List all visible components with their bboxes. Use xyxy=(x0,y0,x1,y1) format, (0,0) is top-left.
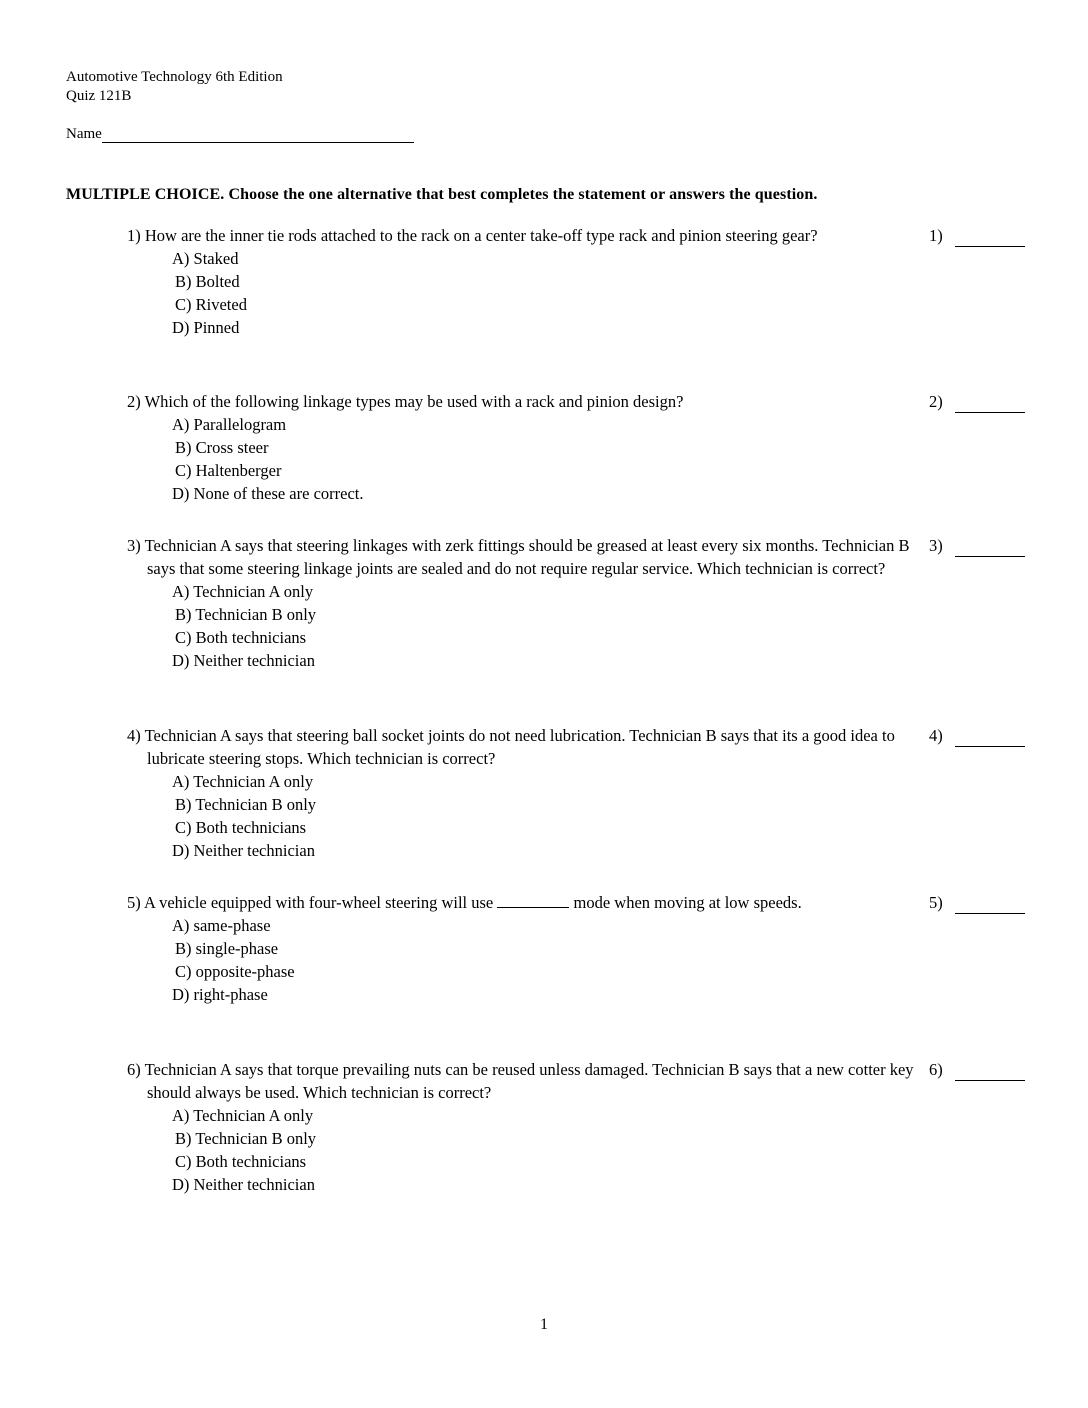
question-2 xyxy=(127,390,917,505)
choice-c: C) Both technicians xyxy=(175,628,307,647)
choice-c: C) opposite-phase xyxy=(175,962,295,981)
answer-blank[interactable] xyxy=(955,1063,1025,1081)
answer-slot-3: 3) xyxy=(929,534,1025,557)
question-stem: 5) A vehicle equipped with four-wheel steering will use mode when moving at low speeds. xyxy=(127,893,802,912)
choice-d: D) None of these are correct. xyxy=(172,484,364,503)
question-6 xyxy=(127,1058,917,1196)
answer-slot-2: 2) xyxy=(929,390,1025,413)
question-1 xyxy=(127,224,917,339)
name-label: Name xyxy=(66,126,102,142)
choice-c: C) Riveted xyxy=(175,295,247,314)
choice-list xyxy=(172,770,917,862)
name-blank-line[interactable] xyxy=(102,126,414,143)
choice-c: C) Haltenberger xyxy=(175,461,282,480)
question-5 xyxy=(127,891,917,1006)
answer-blank[interactable] xyxy=(955,539,1025,557)
choice-a: A) same-phase xyxy=(172,916,271,935)
choice-b: B) Technician B only xyxy=(175,795,317,814)
choice-list xyxy=(172,247,917,339)
choice-a: A) Technician A only xyxy=(172,772,314,791)
choice-b: B) Bolted xyxy=(175,272,240,291)
choice-list xyxy=(172,413,917,505)
answer-blank[interactable] xyxy=(955,729,1025,747)
question-stem: 2) Which of the following linkage types may be used with a rack and pinion design? xyxy=(127,392,684,411)
answer-blank[interactable] xyxy=(955,229,1025,247)
choice-b: B) single-phase xyxy=(175,939,279,958)
question-4 xyxy=(127,724,917,862)
document-title: Automotive Technology 6th Edition xyxy=(66,69,283,85)
question-stem: 4) Technician A says that steering ball socket joints do not need lubrication. Technician B says that its a good idea to lubricate steering stops. Which technician is correct? xyxy=(127,726,895,768)
question-3 xyxy=(127,534,917,672)
choice-c: C) Both technicians xyxy=(175,1152,307,1171)
choice-a: A) Parallelogram xyxy=(172,415,287,434)
name-field xyxy=(66,126,414,143)
question-stem: 3) Technician A says that steering linkages with zerk fittings should be greased at least every six months. Technician B says that some steering linkage joints are sealed and do not require regular service. Which technician is correct? xyxy=(127,536,910,578)
fill-in-blank xyxy=(497,893,569,908)
choice-a: A) Technician A only xyxy=(172,1106,314,1125)
choice-list xyxy=(172,1104,917,1196)
answer-slot-5: 5) xyxy=(929,891,1025,914)
question-stem: 6) Technician A says that torque prevailing nuts can be reused unless damaged. Technician B says that a new cotter key should always be used. Which technician is correct? xyxy=(127,1060,914,1102)
page-number: 1 xyxy=(540,1316,548,1333)
section-instructions: MULTIPLE CHOICE. Choose the one alternative that best completes the statement or answers the question. xyxy=(66,186,818,203)
answer-slot-1: 1) xyxy=(929,224,1025,247)
choice-d: D) Pinned xyxy=(172,318,240,337)
choice-a: A) Technician A only xyxy=(172,582,314,601)
choice-c: C) Both technicians xyxy=(175,818,307,837)
answer-blank[interactable] xyxy=(955,896,1025,914)
choice-d: D) Neither technician xyxy=(172,1175,315,1194)
quiz-id: Quiz 121B xyxy=(66,88,132,104)
choice-list xyxy=(172,580,917,672)
choice-a: A) Staked xyxy=(172,249,239,268)
choice-b: B) Technician B only xyxy=(175,605,317,624)
choice-b: B) Technician B only xyxy=(175,1129,317,1148)
answer-slot-6: 6) xyxy=(929,1058,1025,1081)
answer-blank[interactable] xyxy=(955,395,1025,413)
choice-d: D) right-phase xyxy=(172,985,268,1004)
choice-d: D) Neither technician xyxy=(172,651,315,670)
choice-list xyxy=(172,914,917,1006)
answer-slot-4: 4) xyxy=(929,724,1025,747)
choice-b: B) Cross steer xyxy=(175,438,269,457)
question-stem: 1) How are the inner tie rods attached to the rack on a center take-off type rack and pinion steering gear? xyxy=(127,226,818,245)
choice-d: D) Neither technician xyxy=(172,841,315,860)
